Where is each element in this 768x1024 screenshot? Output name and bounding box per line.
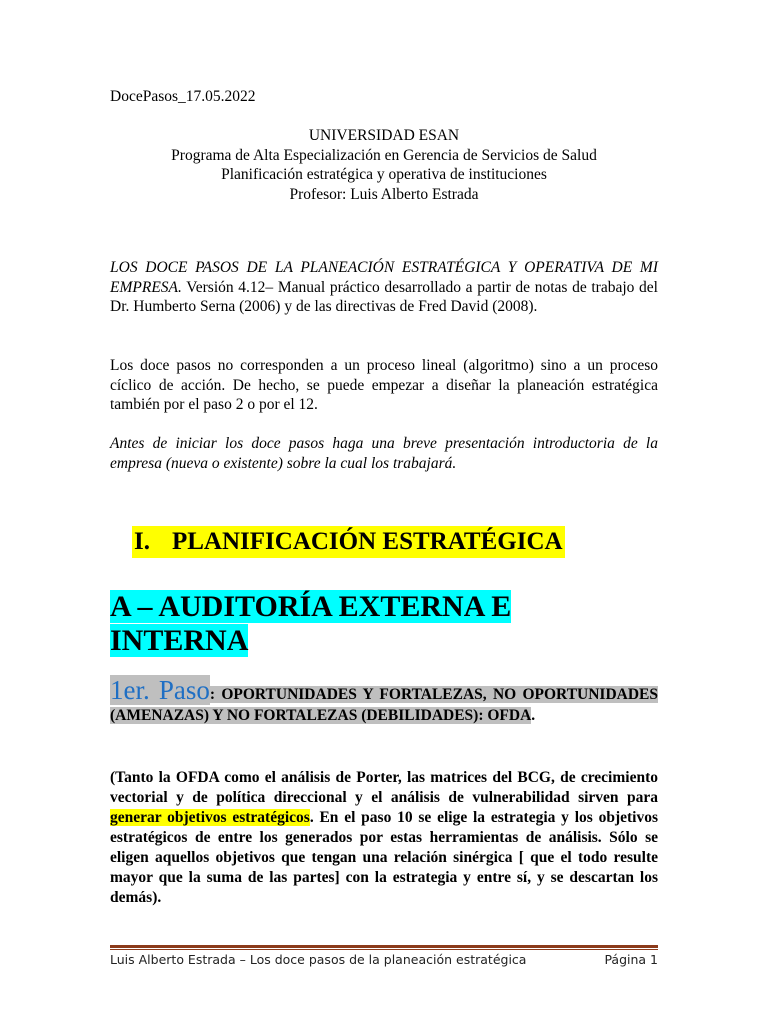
program-name: Programa de Alta Especialización en Gerencia de Servicios de Salud [171,146,597,164]
file-identifier: DocePasos_17.05.2022 [110,88,256,105]
university-name: UNIVERSIDAD ESAN [308,127,460,144]
footer-rule [110,945,658,948]
note-part-2: . En el paso 10 se elige la estrategia y los objetivos estratégicos de entre los generados por estas herramientas de análisis. Sólo se eligen aquellos objetivos que tengan una relación sinérgica [ que el todo resulte mayor que la suma de las partes] con la estrategia y entre sí, y se descartan los demás). [110,809,658,906]
note-highlight: generar objetivos estratégicos [110,809,310,826]
footer-page-number: Página 1 [604,952,658,967]
section-title: PLANIFICACIÓN ESTRATÉGICA [171,528,563,555]
step-heading [110,675,658,726]
instruction-paragraph: Antes de iniciar los doce pasos haga una breve presentación introductoria de la empresa (nueva o existente) sobre la cual los trabajará. [110,435,658,472]
intro-paragraph [110,258,658,317]
subsection-heading [110,590,511,658]
intro-description: Versión 4.12– Manual práctico desarrollado a partir de notas de trabajo del Dr. Humberto Serna (2006) y de las directivas de Fred David (2008). [110,278,658,315]
intro-title: LOS DOCE PASOS DE LA PLANEACIÓN ESTRATÉGICA Y OPERATIVA DE MI EMPRESA. [110,259,658,296]
note-paragraph [110,768,658,908]
course-name: Planificación estratégica y operativa de instituciones [221,166,547,183]
step-text: : OPORTUNIDADES Y FORTALEZAS, NO OPORTUNIDADES (AMENAZAS) Y NO FORTALEZAS (DEBILIDADES): OFDA [110,686,658,724]
process-paragraph: Los doce pasos no corresponden a un proceso lineal (algoritmo) sino a un proceso cíclico de acción. De hecho, se puede empezar a diseñar la planeación estratégica también por el paso 2 o por el 12. [110,357,658,413]
subsection-title-line-2: INTERNA [110,624,249,657]
step-label: 1er. Paso [110,675,210,705]
note-part-1: (Tanto la OFDA como el análisis de Porter, las matrices del BCG, de crecimiento vectorial y de política direccional y el análisis de vulnerabilidad sirven para [110,769,658,806]
section-heading [132,526,565,558]
subsection-title-line-1: A – AUDITORÍA EXTERNA E [110,590,512,623]
step-end: . [531,707,536,724]
professor-name: Profesor: Luis Alberto Estrada [289,185,479,203]
institution-block [110,126,658,204]
footer-rule-thin [110,949,658,950]
footer-author-title: Luis Alberto Estrada – Los doce pasos de la planeación estratégica [110,952,527,967]
section-number: I. [134,528,150,555]
